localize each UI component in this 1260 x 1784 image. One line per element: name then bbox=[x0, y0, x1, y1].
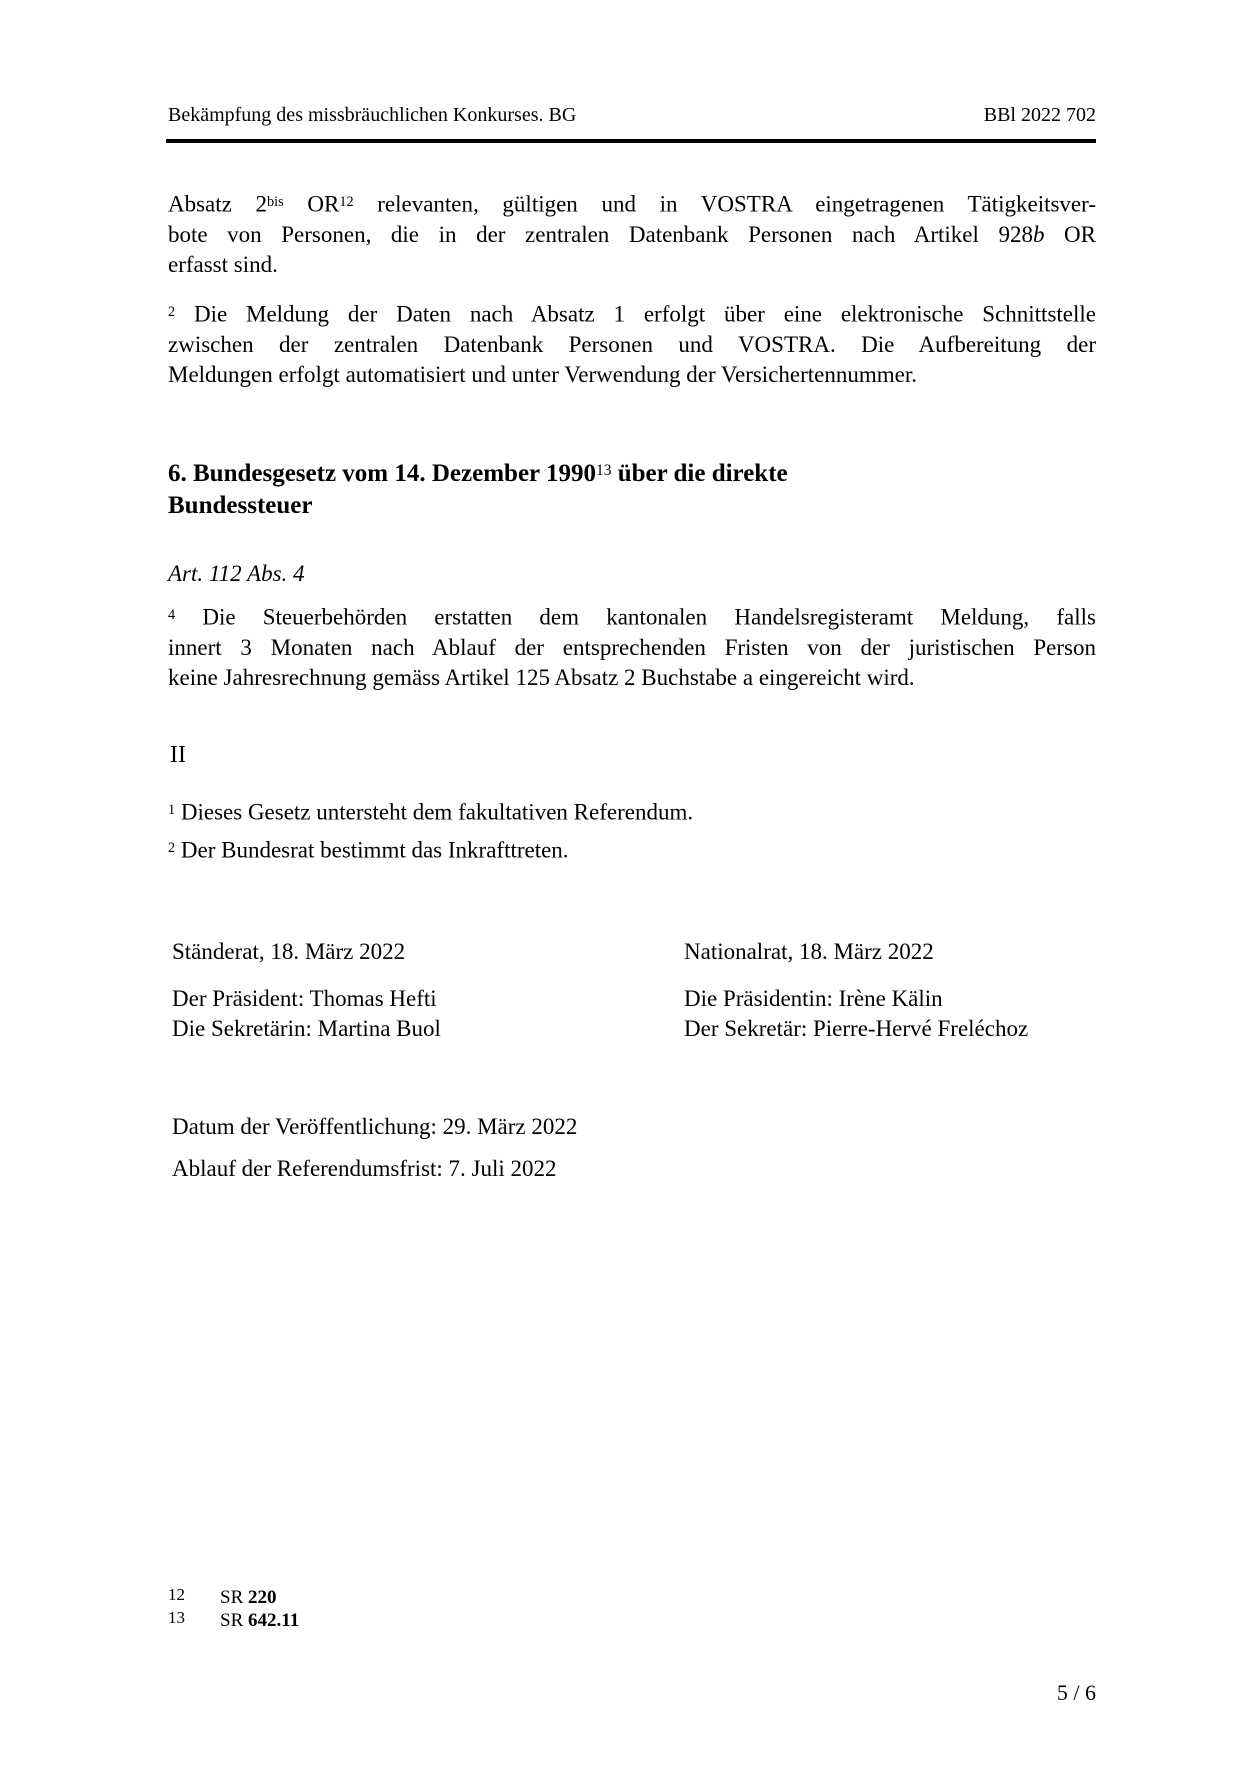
header-document-title: Bekämpfung des missbräuchlichen Konkurses. BG bbox=[168, 104, 577, 126]
footnote-12 bbox=[168, 1586, 1096, 1609]
page-header bbox=[168, 103, 1096, 127]
footnote-13-text: SR 642.11 bbox=[220, 1610, 300, 1631]
paragraph-steuerbehoerden: $^4$ Die Steuerbehörden erstatten dem kantonalen Handelsregisteramt Meldung, falls innert 3 Monaten nach Ablauf der entsprechenden Fristen von der juristischen Person keine Jahresrechnung gemäss Artikel 125 Absatz 2 Buchstabe a eingereicht wird. bbox=[168, 604, 1096, 690]
staenderat-date: Ständerat, 18. März 2022 bbox=[172, 939, 406, 964]
section-label-ii: II bbox=[170, 742, 186, 768]
footnote-13 bbox=[168, 1609, 1096, 1632]
paragraph-referendum: $^1$ Dieses Gesetz untersteht dem fakultativen Referendum. bbox=[168, 799, 694, 825]
footnote-12-text: SR 220 bbox=[220, 1587, 277, 1608]
page-number: 5 / 6 bbox=[1056, 1680, 1096, 1705]
publication-date-line: Datum der Veröffentlichung: 29. März 2022 bbox=[172, 1114, 578, 1139]
footnotes-block bbox=[168, 1586, 1096, 1632]
signature-block bbox=[172, 937, 1096, 1047]
article-label: Art. 112 Abs. 4 bbox=[168, 561, 305, 586]
nationalrat-secretary: Der Sekretär: Pierre-Hervé Freléchoz bbox=[684, 1016, 1029, 1041]
footnote-13-marker: 13 bbox=[168, 1608, 185, 1627]
section-heading-bundesgesetz: 6. Bundesgesetz vom 14. Dezember 1990$^{13}$ über die direkte Bundessteuer bbox=[168, 460, 788, 520]
paragraph-meldung: $^2$ Die Meldung der Daten nach Absatz 1 erfolgt über eine elektronische Schnittstelle zwischen der zentralen Datenbank Personen und VOSTRA. Die Aufbereitung der Meldungen erfolgt automatisiert und unter Verwendung der Versichertennummer. bbox=[168, 301, 1096, 387]
staenderat-secretary: Die Sekretärin: Martina Buol bbox=[172, 1016, 441, 1041]
header-reference-label: BBl 2022 702 bbox=[983, 104, 1096, 126]
nationalrat-date: Nationalrat, 18. März 2022 bbox=[684, 939, 934, 964]
footnote-12-marker: 12 bbox=[168, 1585, 185, 1604]
paragraph-vostra: Absatz $2^{bis}$ OR$^{12}$ relevanten, gültigen und in VOSTRA eingetragenen Tätigkeitsver- bote von Personen, die in der zentralen Datenbank Personen nach Artikel 928b OR erfasst sind. bbox=[168, 191, 1097, 277]
referendum-deadline-line: Ablauf der Referendumsfrist: 7. Juli 2022 bbox=[172, 1156, 557, 1181]
header-divider-rule bbox=[166, 139, 1096, 143]
nationalrat-president: Die Präsidentin: Irène Kälin bbox=[684, 986, 943, 1011]
paragraph-inkrafttreten: $^2$ Der Bundesrat bestimmt das Inkrafttreten. bbox=[168, 837, 569, 863]
staenderat-president: Der Präsident: Thomas Hefti bbox=[172, 986, 437, 1011]
